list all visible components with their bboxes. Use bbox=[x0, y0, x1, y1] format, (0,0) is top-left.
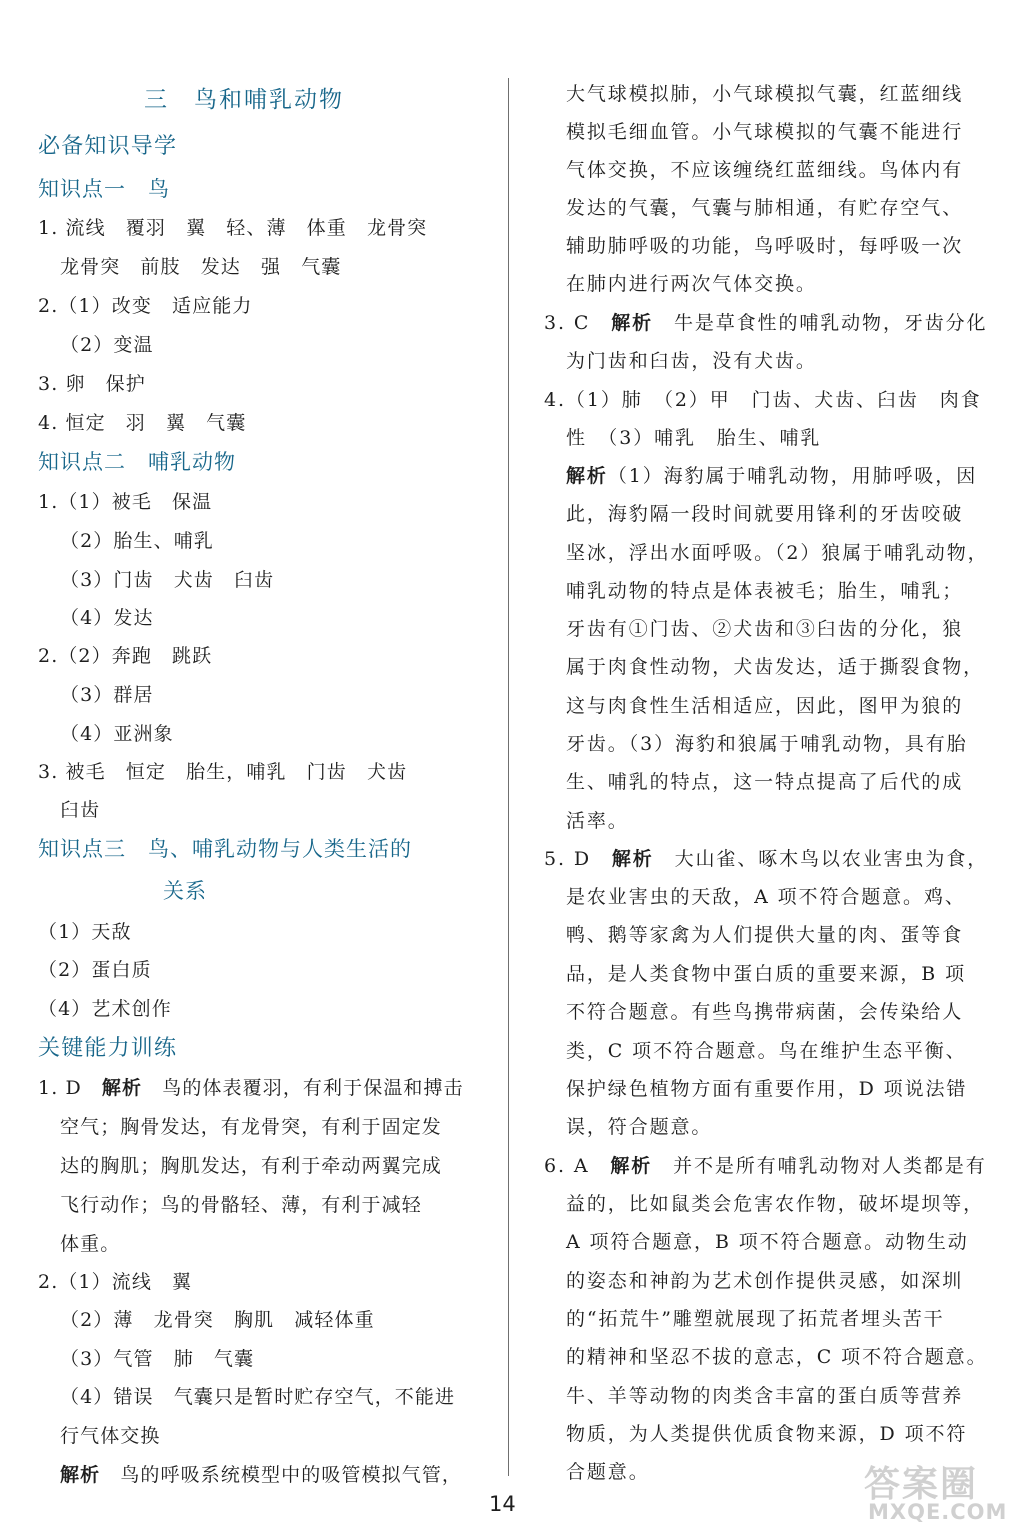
kp1-line: 3. 卵 保护 bbox=[38, 373, 146, 395]
q6-line: 的姿态和神韵为艺术创作提供灵感，如深圳 bbox=[566, 1270, 964, 1292]
kp1-line: 龙骨突 前肢 发达 强 气囊 bbox=[60, 256, 342, 278]
kp2-line: （4）亚洲象 bbox=[60, 723, 174, 745]
kp1-line: （2）变温 bbox=[60, 334, 154, 356]
q4-line: 活率。 bbox=[566, 810, 629, 832]
q4-line: 属于肉食性动物，犬齿发达，适于撕裂食物， bbox=[566, 656, 985, 678]
q3-line: 为门齿和臼齿，没有犬齿。 bbox=[566, 350, 817, 372]
q6-line: 的“拓荒牛”雕塑就展现了拓荒者埋头苦干 bbox=[566, 1308, 945, 1330]
q5-line: 保护绿色植物方面有重要作用，D 项说法错 bbox=[566, 1078, 968, 1100]
q6-line: 物质，为人类提供优质食物来源，D 项不符 bbox=[566, 1423, 968, 1445]
analysis-label: 解析 bbox=[610, 1155, 653, 1177]
watermark bbox=[860, 1456, 1010, 1528]
heading-knowledge-point-3: 知识点三 鸟、哺乳动物与人类生活的 bbox=[38, 837, 412, 861]
heading-knowledge-point-3-cont: 关系 bbox=[163, 879, 207, 903]
q3-first-line: 3. C 解析 牛是草食性的哺乳动物，牙齿分化 bbox=[544, 312, 988, 334]
q5-line: 品，是人类食物中蛋白质的重要来源，B 项 bbox=[566, 963, 967, 985]
q2-cont-line: 模拟毛细血管。小气球模拟的气囊不能进行 bbox=[566, 121, 964, 143]
q4-line: 哺乳动物的特点是体表被毛；胎生，哺乳； bbox=[566, 580, 964, 602]
q2-line: （2）薄 龙骨突 胸肌 减轻体重 bbox=[60, 1309, 375, 1331]
analysis-label: 解析 bbox=[101, 1077, 143, 1099]
q2-line: （4）错误 气囊只是暂时贮存空气，不能进 bbox=[60, 1386, 456, 1408]
kp2-line: 1.（1）被毛 保温 bbox=[38, 491, 213, 513]
q6-line: 牛、羊等动物的肉类含丰富的蛋白质等营养 bbox=[566, 1385, 964, 1407]
kp3-line: （2）蛋白质 bbox=[38, 959, 152, 981]
q4-analysis-line: 解析（1）海豹属于哺乳动物，用肺呼吸，因 bbox=[566, 465, 978, 487]
kp2-line: 3. 被毛 恒定 胎生，哺乳 门齿 犬齿 bbox=[38, 761, 408, 783]
analysis-label: 解析 bbox=[611, 312, 654, 334]
column-divider bbox=[508, 78, 509, 1476]
kp1-line: 4. 恒定 羽 翼 气囊 bbox=[38, 412, 247, 434]
q1-line: 体重。 bbox=[60, 1233, 121, 1255]
kp2-line: 2.（2）奔跑 跳跃 bbox=[38, 645, 213, 667]
q2-analysis-line: 解析 鸟的呼吸系统模型中的吸管模拟气管， bbox=[60, 1464, 463, 1486]
analysis-label: 解析 bbox=[566, 465, 608, 487]
q2-cont-line: 大气球模拟肺，小气球模拟气囊，红蓝细线 bbox=[566, 83, 964, 105]
q1-line: 飞行动作；鸟的骨骼轻、薄，有利于减轻 bbox=[60, 1194, 422, 1216]
q2-line: 行气体交换 bbox=[60, 1425, 161, 1447]
q2-cont-line: 发达的气囊，气囊与肺相通，有贮存空气、 bbox=[566, 197, 964, 219]
q1-first-line: 1. D 解析 鸟的体表覆羽，有利于保温和搏击 bbox=[38, 1077, 464, 1099]
q2-line: 2.（1）流线 翼 bbox=[38, 1271, 193, 1293]
q4-line: 4.（1）肺 （2）甲 门齿、犬齿、臼齿 肉食 bbox=[544, 389, 982, 411]
watermark-url: MXQE.COM bbox=[868, 1500, 1008, 1524]
q6-line: 的精神和坚忍不拔的意志，C 项不符合题意。 bbox=[566, 1346, 988, 1368]
q5-first-line: 5. D 解析 大山雀、啄木鸟以农业害虫为食， bbox=[544, 848, 989, 870]
q5-line: 不符合题意。有些鸟携带病菌，会传染给人 bbox=[566, 1001, 964, 1023]
q4-line: 牙齿。（3）海豹和狼属于哺乳动物，具有胎 bbox=[566, 733, 968, 755]
section-title: 三 鸟和哺乳动物 bbox=[144, 87, 344, 113]
kp2-line: 臼齿 bbox=[60, 799, 101, 821]
watermark-logo: 答案圈 bbox=[864, 1464, 979, 1505]
analysis-label: 解析 bbox=[60, 1464, 101, 1486]
heading-knowledge-point-2: 知识点二 哺乳动物 bbox=[38, 450, 236, 474]
page-number: 14 bbox=[489, 1492, 516, 1516]
kp2-line: （2）胎生、哺乳 bbox=[60, 530, 214, 552]
analysis-label: 解析 bbox=[611, 848, 654, 870]
heading-key-ability-training: 关键能力训练 bbox=[38, 1036, 178, 1061]
kp2-line: （4）发达 bbox=[60, 607, 154, 629]
q4-line: 此，海豹隔一段时间就要用锋利的牙齿咬破 bbox=[566, 503, 964, 525]
kp1-line: 2.（1）改变 适应能力 bbox=[38, 295, 253, 317]
q2-cont-line: 在肺内进行两次气体交换。 bbox=[566, 273, 817, 295]
kp2-line: （3）门齿 犬齿 臼齿 bbox=[60, 569, 275, 591]
q6-first-line: 6. A 解析 并不是所有哺乳动物对人类都是有 bbox=[544, 1155, 987, 1177]
q1-line: 空气；胸骨发达，有龙骨突，有利于固定发 bbox=[60, 1116, 442, 1138]
q6-line: A 项符合题意，B 项不符合题意。动物生动 bbox=[566, 1231, 969, 1253]
q2-cont-line: 气体交换，不应该缠绕红蓝细线。鸟体内有 bbox=[566, 159, 964, 181]
q6-line: 益的，比如鼠类会危害农作物，破坏堤坝等， bbox=[566, 1193, 985, 1215]
q1-line: 达的胸肌；胸肌发达，有利于牵动两翼完成 bbox=[60, 1155, 442, 1177]
heading-knowledge-point-1: 知识点一 鸟 bbox=[38, 177, 170, 201]
heading-essential-knowledge: 必备知识导学 bbox=[38, 134, 178, 159]
kp3-line: （1）天敌 bbox=[38, 921, 132, 943]
q4-line: 牙齿有①门齿、②犬齿和③臼齿的分化，狼 bbox=[566, 618, 964, 640]
kp2-line: （3）群居 bbox=[60, 684, 154, 706]
q5-line: 是农业害虫的天敌，A 项不符合题意。鸡、 bbox=[566, 886, 966, 908]
q5-line: 误，符合题意。 bbox=[566, 1116, 713, 1138]
q5-line: 类，C 项不符合题意。鸟在维护生态平衡、 bbox=[566, 1040, 967, 1062]
q4-line: 坚冰，浮出水面呼吸。（2）狼属于哺乳动物， bbox=[566, 542, 989, 564]
q5-line: 鸭、鹅等家禽为人们提供大量的肉、蛋等食 bbox=[566, 924, 964, 946]
kp1-line: 1. 流线 覆羽 翼 轻、薄 体重 龙骨突 bbox=[38, 217, 428, 239]
kp3-line: （4）艺术创作 bbox=[38, 998, 172, 1020]
q2-line: （3）气管 肺 气囊 bbox=[60, 1348, 255, 1370]
q2-cont-line: 辅助肺呼吸的功能，鸟呼吸时，每呼吸一次 bbox=[566, 235, 964, 257]
q4-line: 性 （3）哺乳 胎生、哺乳 bbox=[566, 427, 822, 449]
q6-line: 合题意。 bbox=[566, 1461, 650, 1483]
q4-line: 生、哺乳的特点，这一特点提高了后代的成 bbox=[566, 771, 964, 793]
q4-line: 这与肉食性生活相适应，因此，图甲为狼的 bbox=[566, 695, 964, 717]
